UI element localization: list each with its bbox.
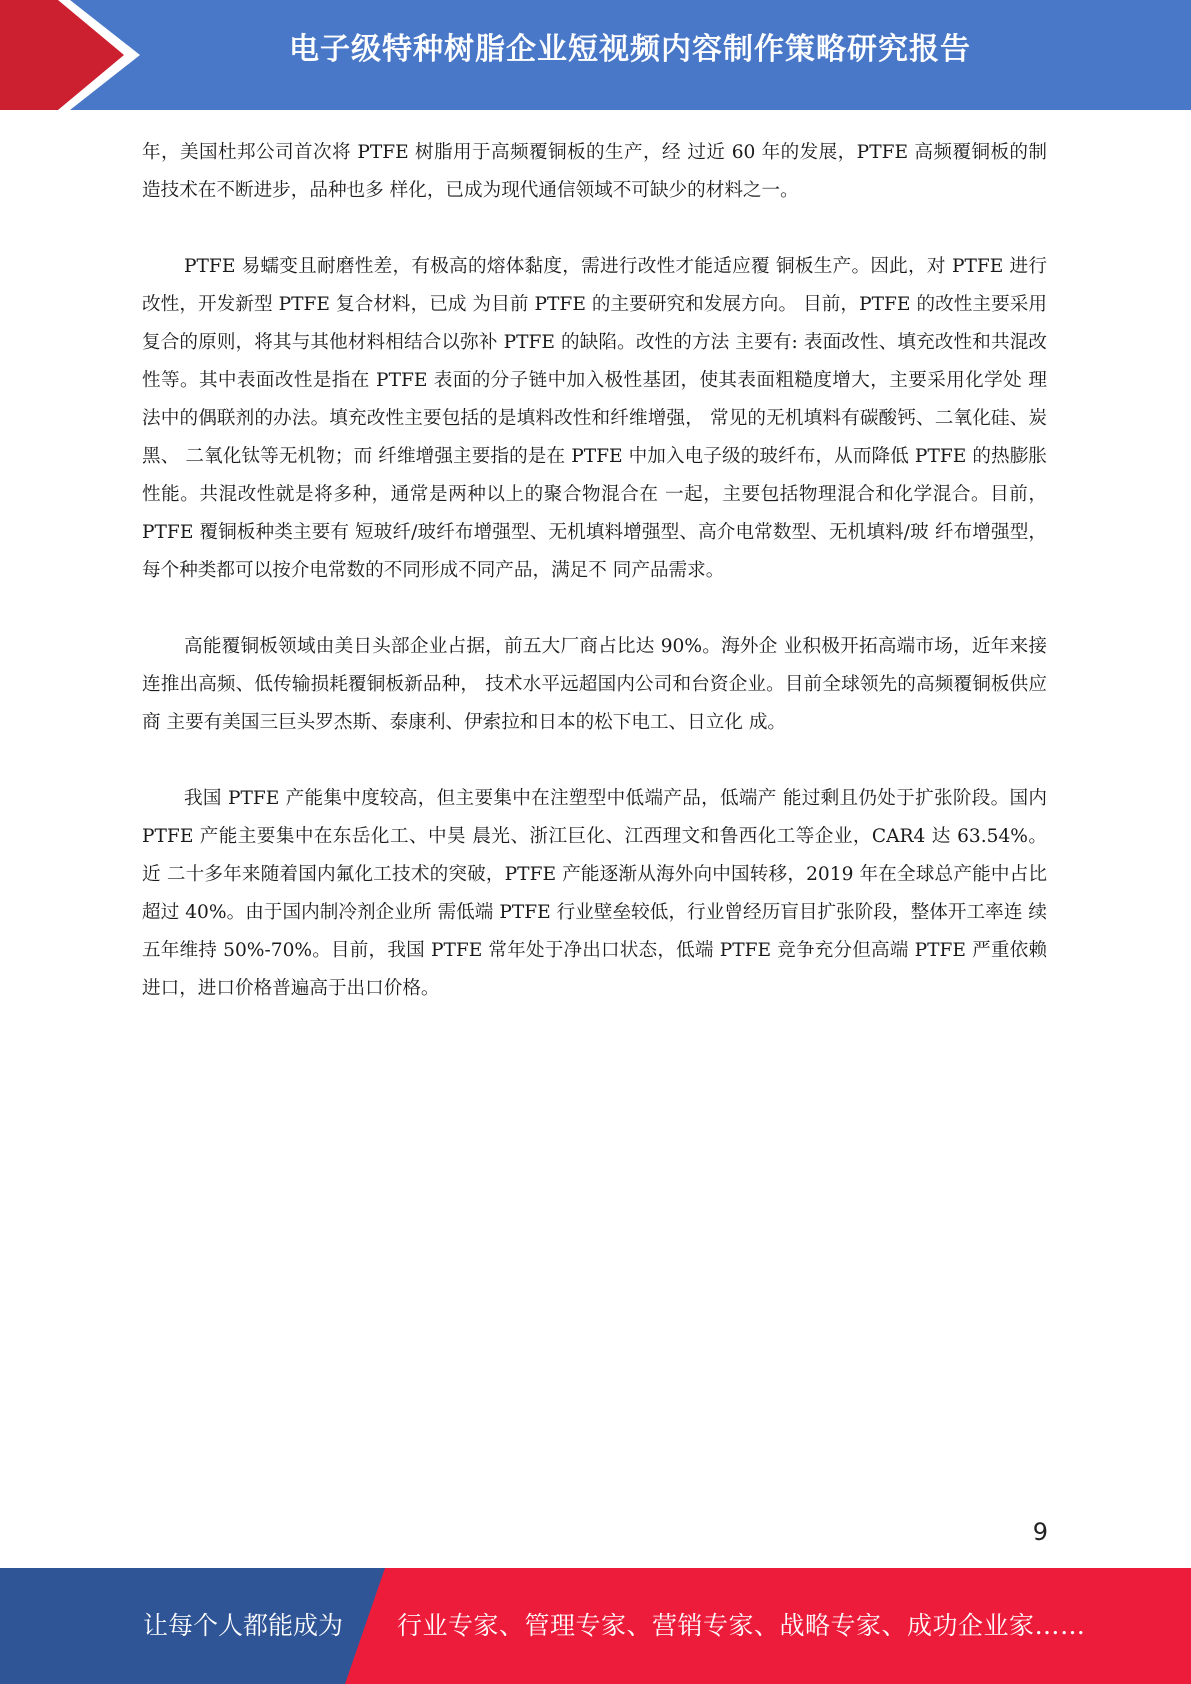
report-title: 电子级特种树脂企业短视频内容制作策略研究报告 — [289, 32, 971, 67]
page-header — [0, 0, 1191, 110]
paragraph: PTFE 易蠕变且耐磨性差，有极高的熔体黏度，需进行改性才能适应覆 铜板生产。因此，对 PTFE 进行改性，开发新型 PTFE 复合材料，已成 为目前 PTFE 的主要研究和发展方向。 目前，PTFE 的改性主要采用 复合的原则，将其与其他材料相结合以弥补 PTFE 的缺陷。改性的方法 主要有: 表面改性、填充改性和共混改性等。其中表面改性是指在 PTFE 表面的分子链中加入极性基团，使其表面粗糙度增大，主要采用化学处 理法中的偶联剂的办法。填充改性主要包括的是填料改性和纤维增强， 常见的无机填料有碳酸钙、二氧化硅、炭黑、 二氧化钛等无机物；而 纤维增强主要指的是在 PTFE 中加入电子级的玻纤布，从而降低 PTFE 的热膨胀性能。共混改性就是将多种，通常是两种以上的聚合物混合在 一起，主要包括物理混合和化学混合。目前，PTFE 覆铜板种类主要有 短玻纤/玻纤布增强型、无机填料增强型、高介电常数型、无机填料/玻 纤布增强型，每个种类都可以按介电常数的不同形成不同产品，满足不 同产品需求。 — [142, 256, 1047, 581]
header-chevron-decoration — [0, 0, 160, 110]
page-number: 9 — [1032, 1518, 1048, 1546]
footer-slogan-left: 让每个人都能成为 — [143, 1611, 344, 1640]
body-content — [142, 134, 1047, 1046]
paragraph: 我国 PTFE 产能集中度较高，但主要集中在注塑型中低端产品，低端产 能过剩且仍处于扩张阶段。国内 PTFE 产能主要集中在东岳化工、中昊 晨光、浙江巨化、江西理文和鲁西化工等企业，CAR4 达 63.54%。近 二十多年来随着国内氟化工技术的突破，PTFE 产能逐渐从海外向中国转移，2019 年在全球总产能中占比超过 40%。由于国内制冷剂企业所 需低端 PTFE 行业壁垒较低，行业曾经历盲目扩张阶段，整体开工率连 续五年维持 50%-70%。目前，我国 PTFE 常年处于净出口状态，低端 PTFE 竞争充分但高端 PTFE 严重依赖进口，进口价格普遍高于出口价格。 — [142, 788, 1047, 999]
paragraph: 年，美国杜邦公司首次将 PTFE 树脂用于高频覆铜板的生产，经 过近 60 年的发展，PTFE 高频覆铜板的制造技术在不断进步，品种也多 样化，已成为现代通信领域不可缺少的材料之一。 — [142, 142, 1047, 201]
page-footer — [0, 1568, 1191, 1684]
paragraph: 高能覆铜板领域由美日头部企业占据，前五大厂商占比达 90%。海外企 业积极开拓高端市场，近年来接连推出高频、低传输损耗覆铜板新品种， 技术水平远超国内公司和台资企业。目前全球领先的高频覆铜板供应商 主要有美国三巨头罗杰斯、泰康利、伊索拉和日本的松下电工、日立化 成。 — [142, 636, 1047, 733]
footer-slogan-right: 行业专家、管理专家、营销专家、战略专家、成功企业家…… — [397, 1611, 1086, 1640]
